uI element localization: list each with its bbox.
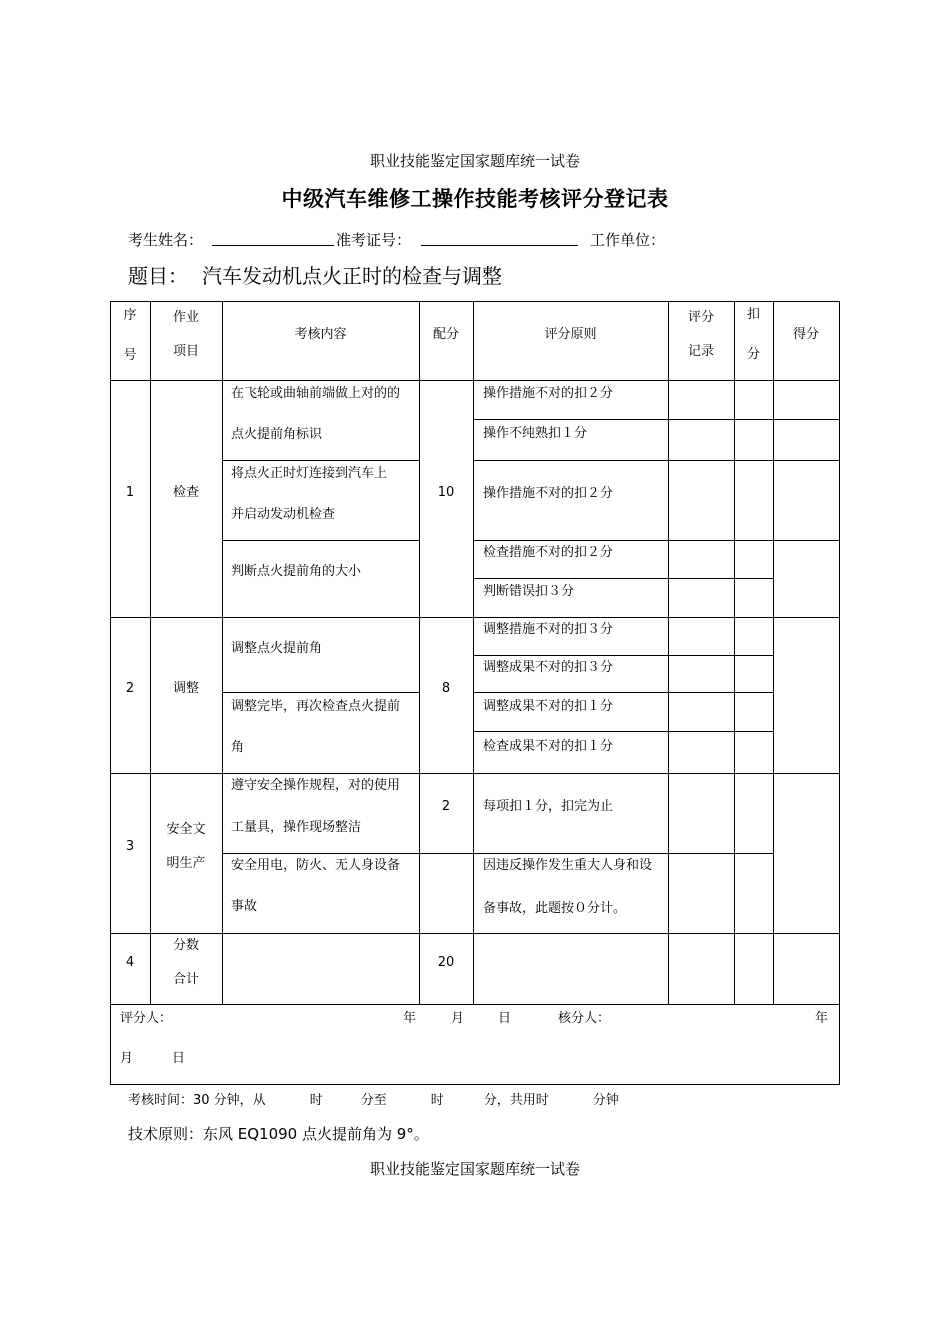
section-1-rule-2: 操作不纯熟扣１分 bbox=[483, 426, 588, 441]
exam-time-hour2: 时 bbox=[430, 1093, 444, 1108]
section-3-item-2: 明生产 bbox=[166, 856, 206, 871]
header-seq-1: 序 bbox=[123, 308, 137, 323]
checker-month: 月 bbox=[120, 1051, 134, 1066]
rater-year: 年 bbox=[403, 1011, 417, 1026]
header-rule: 评分原则 bbox=[544, 327, 597, 342]
section-2-content-1: 调整点火提前角 bbox=[231, 641, 323, 656]
section-2-item: 调整 bbox=[172, 681, 199, 696]
section-3-rule-2b: 备事故，此题按０分计。 bbox=[483, 901, 627, 916]
section-3-rule-1: 每项扣１分，扣完为止 bbox=[483, 799, 614, 814]
exam-header: 职业技能鉴定国家题库统一试卷 bbox=[369, 152, 580, 170]
section-3-item-1: 安全文 bbox=[166, 822, 206, 837]
section-4-seq: 4 bbox=[125, 955, 135, 970]
exam-time-minutes: 分钟 bbox=[592, 1093, 619, 1108]
header-score: 得分 bbox=[792, 327, 819, 342]
exam-time-min-to: 分至 bbox=[360, 1093, 387, 1108]
section-2-rule-3: 调整成果不对的扣１分 bbox=[483, 699, 614, 714]
section-2-points: 8 bbox=[441, 681, 451, 696]
section-1-rule-4: 检查措施不对的扣２分 bbox=[483, 545, 614, 560]
topic-label: 题目： bbox=[128, 264, 188, 288]
header-item-1: 作业 bbox=[172, 310, 199, 325]
section-1-content-2b: 并启动发动机检查 bbox=[231, 507, 336, 522]
section-1-item: 检查 bbox=[172, 485, 199, 500]
section-3-content-2b: 事故 bbox=[231, 899, 258, 914]
checker-year: 年 bbox=[815, 1011, 829, 1026]
section-2-content-2a: 调整完毕，再次检查点火提前 bbox=[231, 699, 401, 714]
rater-label: 评分人： bbox=[120, 1011, 173, 1026]
section-1-rule-1: 操作措施不对的扣２分 bbox=[483, 386, 614, 401]
rater-month: 月 bbox=[451, 1011, 465, 1026]
section-4-points: 20 bbox=[437, 955, 455, 970]
work-unit-label: 工作单位： bbox=[590, 231, 666, 249]
section-2-content-2b: 角 bbox=[231, 740, 245, 755]
section-1-content-1a: 在飞轮或曲轴前端做上对的的 bbox=[231, 386, 401, 401]
section-1-content-3: 判断点火提前角的大小 bbox=[231, 564, 362, 579]
header-seq-2: 号 bbox=[123, 348, 137, 363]
header-record-1: 评分 bbox=[687, 310, 714, 325]
section-2-seq: 2 bbox=[125, 681, 135, 696]
rater-day: 日 bbox=[498, 1011, 512, 1026]
exam-time-prefix: 考核时间：30 分钟，从 bbox=[128, 1093, 266, 1108]
topic-value: 汽车发动机点火正时的检查与调整 bbox=[202, 264, 502, 288]
section-3-seq: 3 bbox=[125, 839, 135, 854]
header-item-2: 项目 bbox=[172, 344, 199, 359]
section-1-points: 10 bbox=[437, 485, 455, 500]
section-2-rule-2: 调整成果不对的扣３分 bbox=[483, 660, 614, 675]
exam-time-hour: 时 bbox=[309, 1093, 323, 1108]
section-3-content-1b: 工量具，操作现场整洁 bbox=[231, 820, 362, 835]
exam-time-line bbox=[128, 1089, 619, 1108]
header-points: 配分 bbox=[432, 327, 459, 342]
section-1-seq: 1 bbox=[125, 485, 135, 500]
section-1-rule-5: 判断错误扣３分 bbox=[483, 584, 575, 599]
candidate-name-label: 考生姓名： bbox=[128, 231, 204, 249]
header-record-2: 记录 bbox=[687, 344, 714, 359]
section-2-rule-4: 检查成果不对的扣１分 bbox=[483, 739, 614, 754]
exam-time-used: 分，共用时 bbox=[483, 1093, 549, 1108]
technical-standard-note: 技术原则：东风 EQ1090 点火提前角为 9°。 bbox=[128, 1125, 429, 1143]
section-4-item-2: 合计 bbox=[172, 972, 199, 987]
section-3-content-1a: 遵守安全操作规程，对的使用 bbox=[231, 778, 401, 793]
ticket-number-label: 准考证号： bbox=[336, 231, 412, 249]
section-3-rule-2a: 因违反操作发生重大人身和设 bbox=[483, 858, 653, 873]
section-1-rule-3: 操作措施不对的扣２分 bbox=[483, 486, 614, 501]
checker-label: 核分人： bbox=[558, 1011, 611, 1026]
section-1-content-1b: 点火提前角标识 bbox=[231, 427, 323, 442]
checker-day: 日 bbox=[172, 1051, 186, 1066]
header-content: 考核内容 bbox=[294, 327, 347, 342]
header-deduct-2: 分 bbox=[746, 347, 760, 362]
section-3-content-2a: 安全用电，防火、无人身设备 bbox=[231, 858, 401, 873]
section-1-content-2a: 将点火正时灯连接到汽车上 bbox=[231, 466, 388, 481]
exam-footer: 职业技能鉴定国家题库统一试卷 bbox=[369, 1160, 580, 1178]
section-2-rule-1: 调整措施不对的扣３分 bbox=[483, 622, 614, 637]
section-3-points: 2 bbox=[441, 799, 451, 814]
header-deduct-1: 扣 bbox=[746, 307, 760, 322]
form-title: 中级汽车维修工操作技能考核评分登记表 bbox=[281, 187, 669, 211]
section-4-item-1: 分数 bbox=[172, 938, 199, 953]
